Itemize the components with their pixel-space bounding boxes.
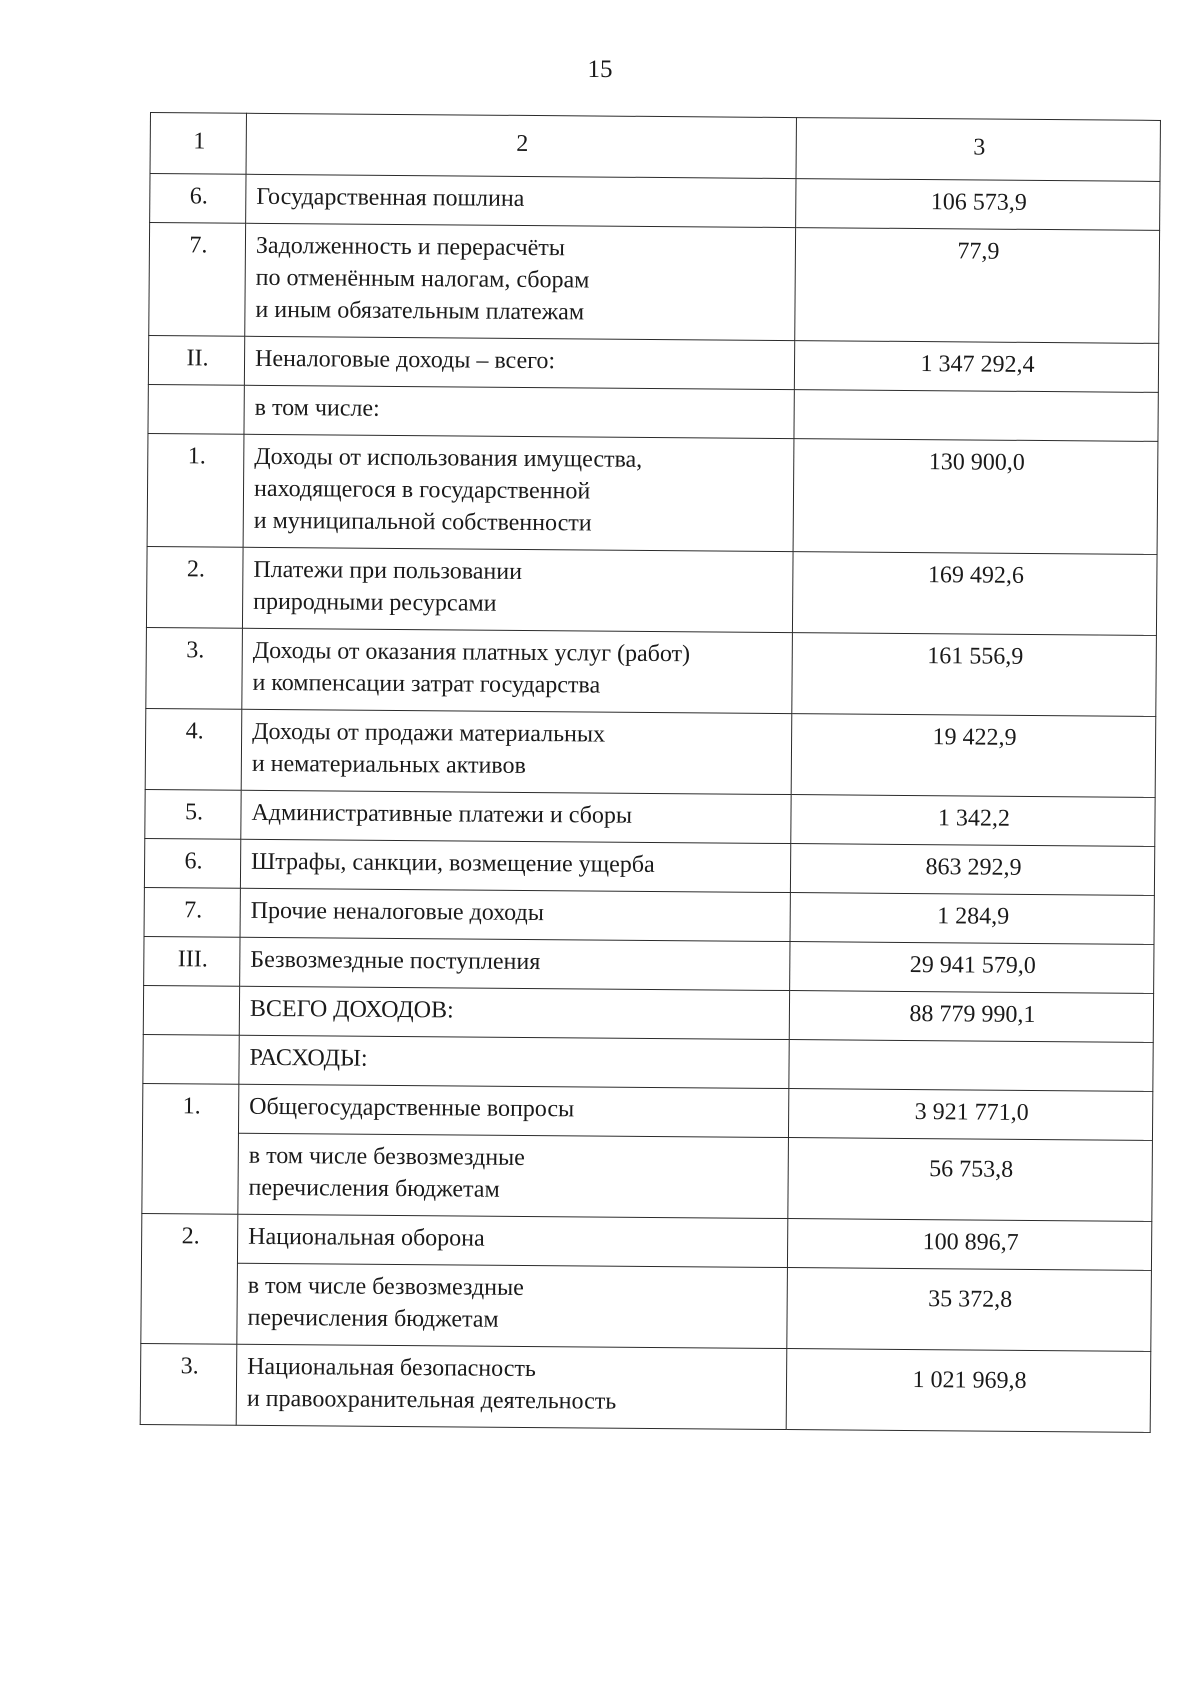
row-value: 169 492,6	[792, 552, 1157, 636]
row-value	[789, 1040, 1153, 1092]
row-number: 1.	[142, 1083, 239, 1214]
row-name: Национальная безопасность и правоохранительная деятельность	[236, 1344, 787, 1429]
row-value: 77,9	[795, 228, 1160, 344]
row-number: 2.	[141, 1213, 238, 1344]
row-name: Штрафы, санкции, возмещение ущерба	[240, 839, 790, 892]
row-name: Платежи при пользовании природными ресурсами	[242, 547, 793, 632]
row-number: II.	[148, 335, 244, 385]
table-row	[147, 433, 1158, 554]
row-name: в том числе:	[244, 385, 794, 438]
table-row	[144, 936, 1154, 993]
row-name: Прочие неналоговые доходы	[240, 888, 790, 941]
table-row	[149, 223, 1160, 344]
row-name: Доходы от продажи материальных и нематериальных активов	[241, 709, 792, 794]
row-value	[794, 390, 1158, 442]
row-value: 130 900,0	[793, 439, 1158, 555]
subrow-value: 35 372,8	[787, 1268, 1152, 1352]
table-row	[141, 1213, 1151, 1270]
row-number: 1.	[147, 433, 244, 547]
row-number: 3.	[146, 627, 243, 709]
row-value: 863 292,9	[790, 844, 1154, 896]
row-name: ВСЕГО ДОХОДОВ:	[239, 986, 789, 1039]
row-name: Общегосударственные вопросы	[238, 1084, 788, 1137]
row-number: 4.	[145, 708, 242, 790]
row-number: 3.	[140, 1343, 237, 1425]
subrow-name: в том числе безвозмездные перечисления бюджетам	[237, 1263, 788, 1348]
table-row	[150, 174, 1160, 231]
row-number	[143, 985, 239, 1035]
table-row	[144, 887, 1154, 944]
row-value: 1 342,2	[791, 795, 1155, 847]
row-name: Безвозмездные поступления	[240, 937, 790, 990]
header-col-2: 2	[246, 113, 796, 178]
row-number: 6.	[150, 174, 246, 224]
table-row	[145, 708, 1156, 797]
table-row	[148, 335, 1158, 392]
row-value: 100 896,7	[787, 1219, 1151, 1271]
row-number: 2.	[146, 546, 243, 628]
header-col-1: 1	[150, 113, 246, 175]
row-name: РАСХОДЫ:	[239, 1035, 789, 1088]
row-value: 19 422,9	[791, 714, 1156, 798]
table-header-row	[150, 113, 1160, 182]
row-value: 1 021 969,8	[786, 1349, 1151, 1433]
row-value: 1 284,9	[790, 893, 1154, 945]
row-name: Задолженность и перерасчёты по отменённым налогам, сборам и иным обязательным платежам	[245, 223, 796, 340]
table-row	[148, 384, 1158, 441]
row-name: Доходы от использования имущества, находящегося в государственной и муниципальной собственности	[243, 434, 794, 551]
table-row-expenses-heading	[143, 1034, 1153, 1091]
row-name: Доходы от оказания платных услуг (работ) и компенсации затрат государства	[242, 628, 793, 713]
row-number: 6.	[144, 838, 240, 888]
row-value: 88 779 990,1	[789, 991, 1153, 1043]
row-name: Административные платежи и сборы	[241, 790, 791, 843]
table-subrow	[142, 1132, 1153, 1221]
row-number: III.	[144, 936, 240, 986]
table-row	[140, 1343, 1151, 1432]
row-number: 7.	[149, 223, 246, 337]
page-number: 15	[587, 56, 613, 83]
table-row	[142, 1083, 1152, 1140]
row-name: Национальная оборона	[237, 1214, 787, 1267]
table-row-total-income	[143, 985, 1153, 1042]
row-number: 7.	[144, 887, 240, 937]
header-col-3: 3	[796, 118, 1160, 182]
subrow-name: в том числе безвозмездные перечисления бюджетам	[238, 1133, 789, 1218]
row-name: Государственная пошлина	[246, 174, 796, 227]
row-number	[143, 1034, 239, 1084]
row-number	[148, 384, 244, 434]
table-row	[146, 627, 1157, 716]
row-value: 106 573,9	[796, 179, 1160, 231]
table-row	[144, 838, 1154, 895]
row-value: 3 921 771,0	[788, 1089, 1152, 1141]
row-value: 29 941 579,0	[790, 942, 1154, 994]
budget-table	[140, 112, 1161, 1433]
table-subrow	[141, 1262, 1152, 1351]
row-value: 161 556,9	[792, 633, 1157, 717]
table-row	[145, 789, 1155, 846]
subrow-value: 56 753,8	[788, 1138, 1153, 1222]
row-number: 5.	[145, 789, 241, 839]
row-value: 1 347 292,4	[794, 341, 1158, 393]
table-row	[146, 546, 1157, 635]
row-name: Неналоговые доходы – всего:	[244, 336, 794, 389]
